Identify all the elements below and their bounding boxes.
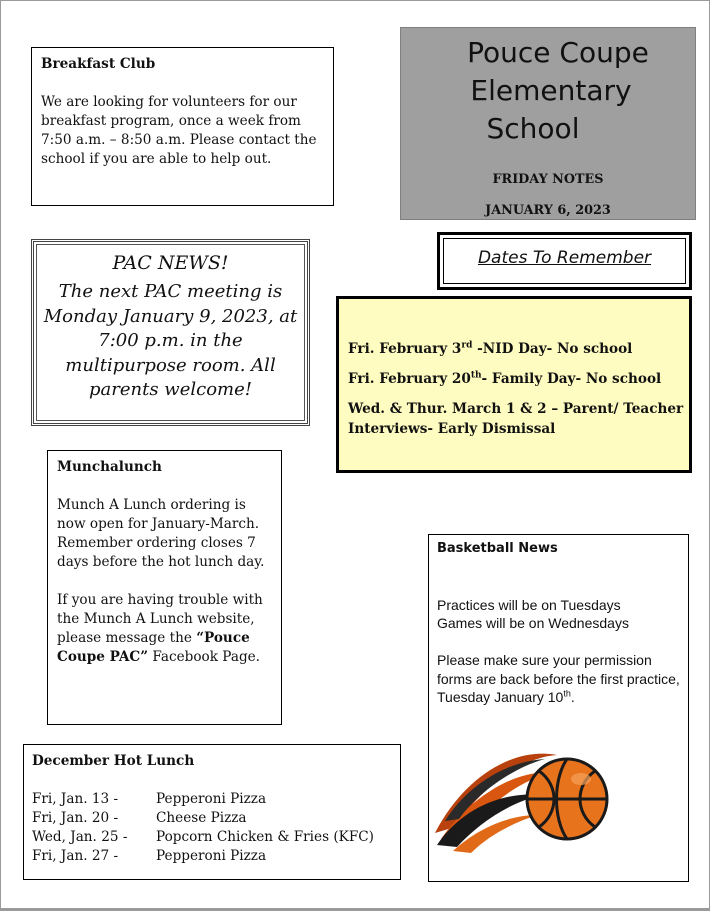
school-name-line-1: Pouce Coupe — [467, 36, 649, 69]
hot-lunch-date: Fri, Jan. 27 - — [32, 848, 119, 864]
hot-lunch-item: Pepperoni Pizza — [156, 791, 267, 807]
breakfast-club-title: Breakfast Club — [41, 56, 156, 72]
newsletter-date: JANUARY 6, 2023 — [485, 203, 611, 218]
date-item-suffix: th — [470, 370, 482, 381]
date-item — [348, 369, 689, 389]
munchalunch-paragraph-2-end: Facebook Page. — [148, 649, 261, 665]
date-item-text: Fri. February 20 — [348, 371, 471, 387]
basketball-games-line: Games will be on Wednesdays — [437, 615, 629, 631]
basketball-permission-text: Please make sure your permission forms are back before the first practice, Tuesday January 10 — [437, 652, 680, 705]
hot-lunch-row — [32, 847, 392, 866]
basketball-news-title: Basketball News — [437, 541, 558, 556]
date-item-text: Fri. February 3 — [348, 341, 462, 357]
hot-lunch-row — [32, 828, 392, 847]
friday-notes-label: FRIDAY NOTES — [492, 172, 604, 187]
breakfast-club-box — [31, 47, 334, 206]
munchalunch-paragraph-2 — [57, 591, 272, 667]
hot-lunch-date: Fri, Jan. 13 - — [32, 791, 119, 807]
basketball-permission-end: . — [570, 689, 575, 705]
hot-lunch-item: Popcorn Chicken & Fries (KFC) — [156, 829, 374, 845]
basketball-news-box — [428, 534, 689, 882]
school-title-block — [400, 27, 696, 220]
munchalunch-title: Munchalunch — [57, 459, 162, 475]
pac-facebook-page-name: “Pouce Coupe PAC” — [57, 630, 250, 665]
date-item-text: Wed. & Thur. March 1 & 2 – Parent/ Teacher Interviews- Early Dismissal — [348, 401, 684, 437]
pac-news-title: PAC NEWS! — [112, 252, 229, 274]
basketball-icon — [435, 735, 611, 855]
date-item — [348, 339, 689, 359]
date-item-detail: -NID Day- No school — [472, 341, 633, 357]
hot-lunch-box — [23, 744, 401, 880]
basketball-practice-line: Practices will be on Tuesdays — [437, 596, 621, 613]
breakfast-club-body: We are looking for volunteers for our breakfast program, once a week from 7:50 a.m. – 8:50 a.m. Please contact the school if you are able to help out. — [41, 94, 317, 167]
munchalunch-paragraph-1: Munch A Lunch ordering is now open for January-March. Remember ordering closes 7 days before the hot lunch day. — [57, 497, 265, 570]
pac-news-box — [31, 239, 310, 426]
munchalunch-box — [47, 450, 282, 725]
dates-to-remember-title: Dates To Remember — [477, 248, 652, 268]
dates-to-remember-heading-box — [437, 232, 692, 290]
hot-lunch-item: Pepperoni Pizza — [156, 848, 267, 864]
school-name — [401, 34, 695, 148]
date-item-detail: - Family Day- No school — [481, 371, 662, 387]
hot-lunch-item: Cheese Pizza — [156, 810, 247, 826]
date-item — [348, 399, 689, 439]
hot-lunch-row — [32, 809, 392, 828]
pac-news-body: The next PAC meeting is Monday January 9, 2023, at 7:00 p.m. in the multipurpose room. All parents welcome! — [43, 281, 298, 400]
school-name-line-2: Elementary — [470, 74, 632, 107]
hot-lunch-row — [32, 790, 392, 809]
munchalunch-paragraph-2-text: If you are having trouble with the Munch A Lunch website, please message the — [57, 592, 263, 646]
date-item-suffix: rd — [461, 340, 473, 351]
basketball-permission-note — [437, 651, 680, 707]
dates-to-remember-list — [336, 296, 692, 473]
basketball-date-suffix: th — [563, 688, 571, 699]
hot-lunch-title: December Hot Lunch — [32, 753, 195, 769]
hot-lunch-date: Wed, Jan. 25 - — [32, 829, 128, 845]
school-name-line-3: School — [486, 112, 580, 145]
hot-lunch-date: Fri, Jan. 20 - — [32, 810, 119, 826]
